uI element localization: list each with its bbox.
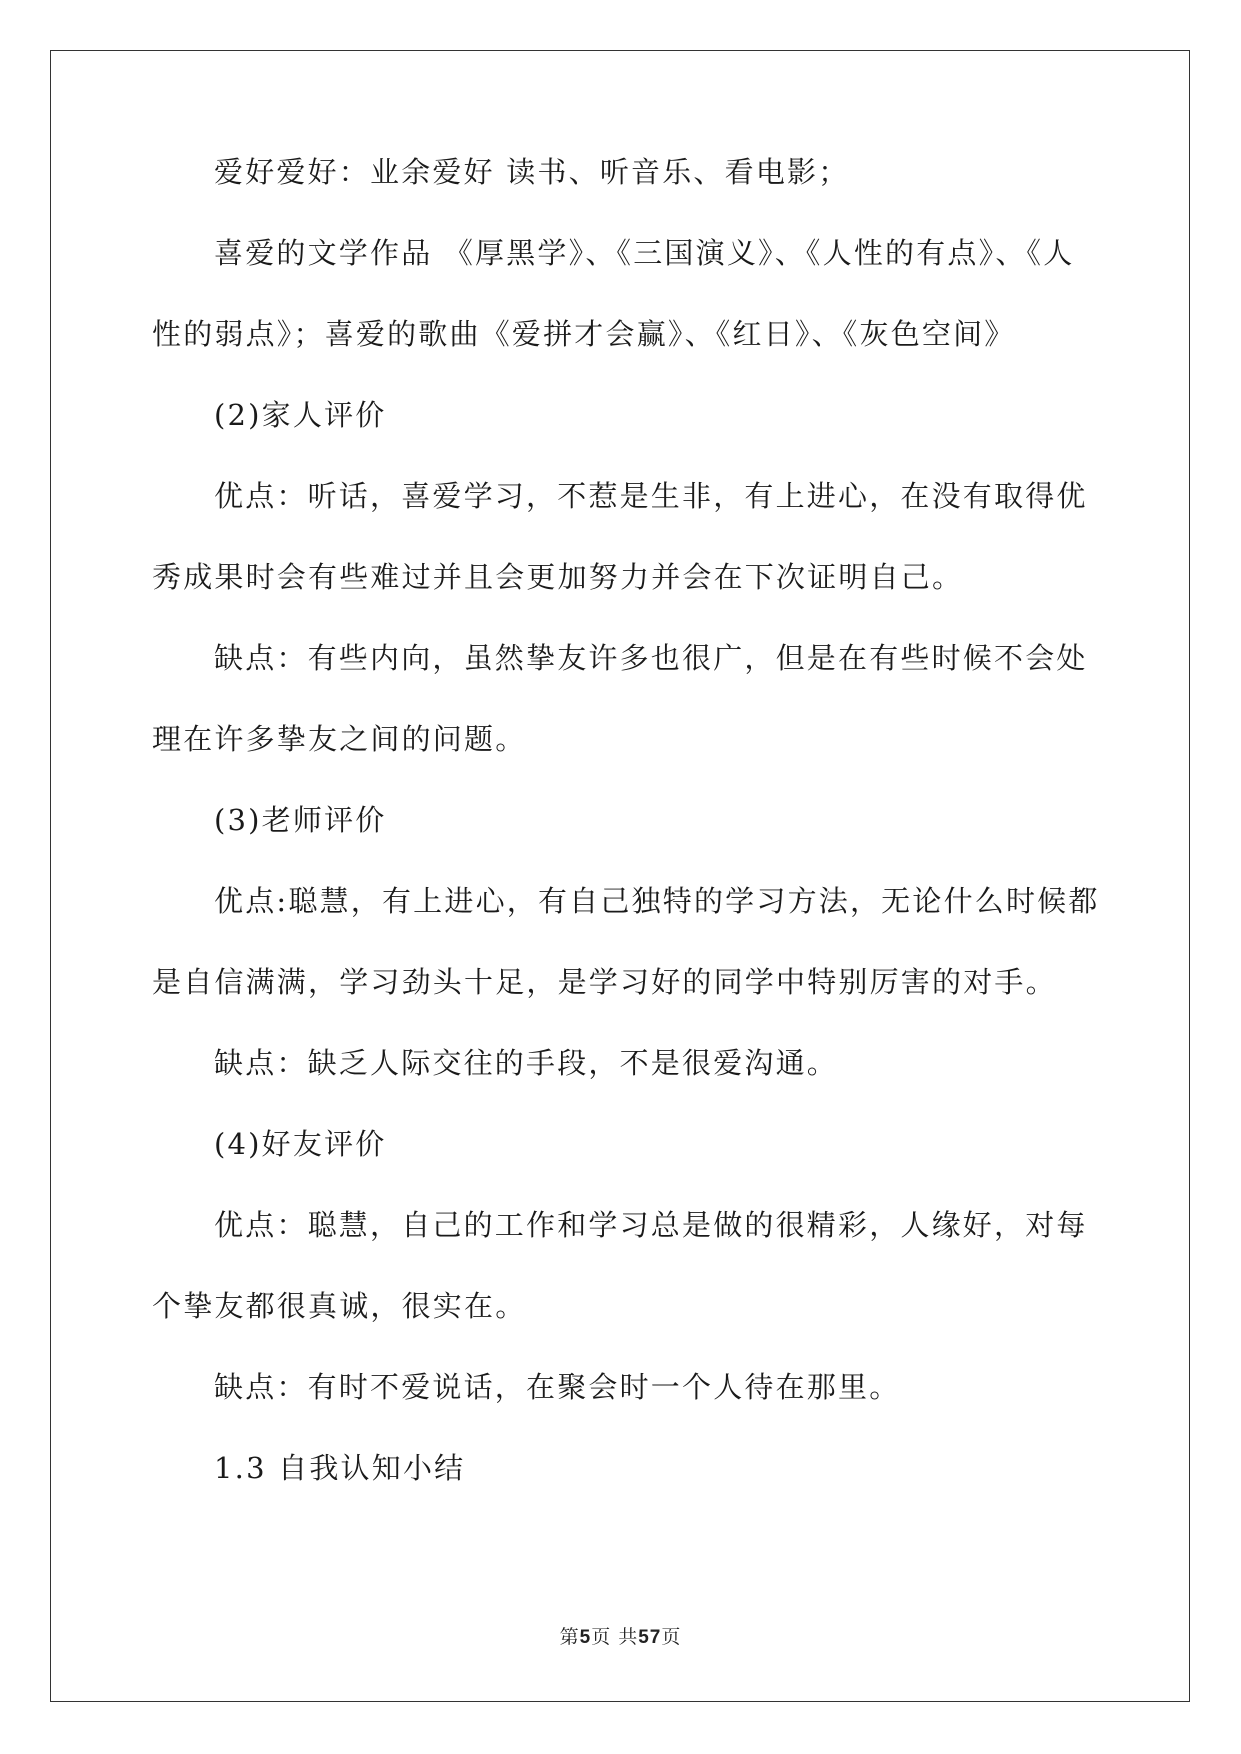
paragraph-line: 缺点：有时不爱说话，在聚会时一个人待在那里。 — [214, 1370, 901, 1404]
paragraph — [152, 1104, 1097, 1185]
paragraph — [152, 1023, 1097, 1104]
paragraph — [152, 375, 1097, 456]
paragraph-line: 优点：聪慧，自己的工作和学习总是做的很精彩，人缘好，对每 — [214, 1208, 1088, 1242]
paragraph — [152, 456, 1097, 618]
paragraph-line: 1.3 自我认知小结 — [214, 1451, 466, 1485]
footer-prefix: 第 — [559, 1626, 580, 1648]
paragraph-line: 个挚友都很真诚，很实在。 — [152, 1289, 527, 1323]
paragraph-line: 喜爱的文学作品 《厚黑学》、《三国演义》、《人性的有点》、《人 — [214, 236, 1075, 270]
paragraph-line: 是自信满满，学习劲头十足，是学习好的同学中特别厉害的对手。 — [152, 965, 1057, 999]
paragraph-line: 优点:聪慧，有上进心，有自己独特的学习方法，无论什么时候都 — [214, 884, 1100, 918]
paragraph — [152, 213, 1097, 375]
paragraph — [152, 132, 1097, 213]
paragraph-line: 优点：听话，喜爱学习，不惹是生非，有上进心，在没有取得优 — [214, 479, 1088, 513]
paragraph-line: 爱好爱好：业余爱好 读书、听音乐、看电影； — [214, 155, 850, 189]
paragraph-line: (4)好友评价 — [214, 1127, 387, 1161]
footer-mid: 页 共 — [591, 1626, 639, 1648]
paragraph — [152, 1185, 1097, 1347]
paragraph-line: (2)家人评价 — [214, 398, 387, 432]
total-page-count: 57 — [638, 1627, 662, 1648]
paragraph-line: 缺点：缺乏人际交往的手段，不是很爱沟通。 — [214, 1046, 839, 1080]
paragraph-line: (3)老师评价 — [214, 803, 387, 837]
footer-suffix: 页 — [661, 1626, 682, 1648]
paragraph-line: 秀成果时会有些难过并且会更加努力并会在下次证明自己。 — [152, 560, 964, 594]
paragraph — [152, 1347, 1097, 1428]
paragraph — [152, 1428, 1097, 1509]
paragraph — [152, 618, 1097, 780]
paragraph-line: 性的弱点》；喜爱的歌曲《爱拼才会赢》、《红日》、《灰色空间》 — [152, 317, 1016, 351]
current-page-number: 5 — [579, 1627, 592, 1648]
paragraph — [152, 861, 1100, 1023]
paragraph-line: 缺点：有些内向，虽然挚友许多也很广，但是在有些时候不会处 — [214, 641, 1088, 675]
paragraph — [152, 780, 1097, 861]
page-footer — [0, 1622, 1241, 1649]
paragraph-line: 理在许多挚友之间的问题。 — [152, 722, 527, 756]
